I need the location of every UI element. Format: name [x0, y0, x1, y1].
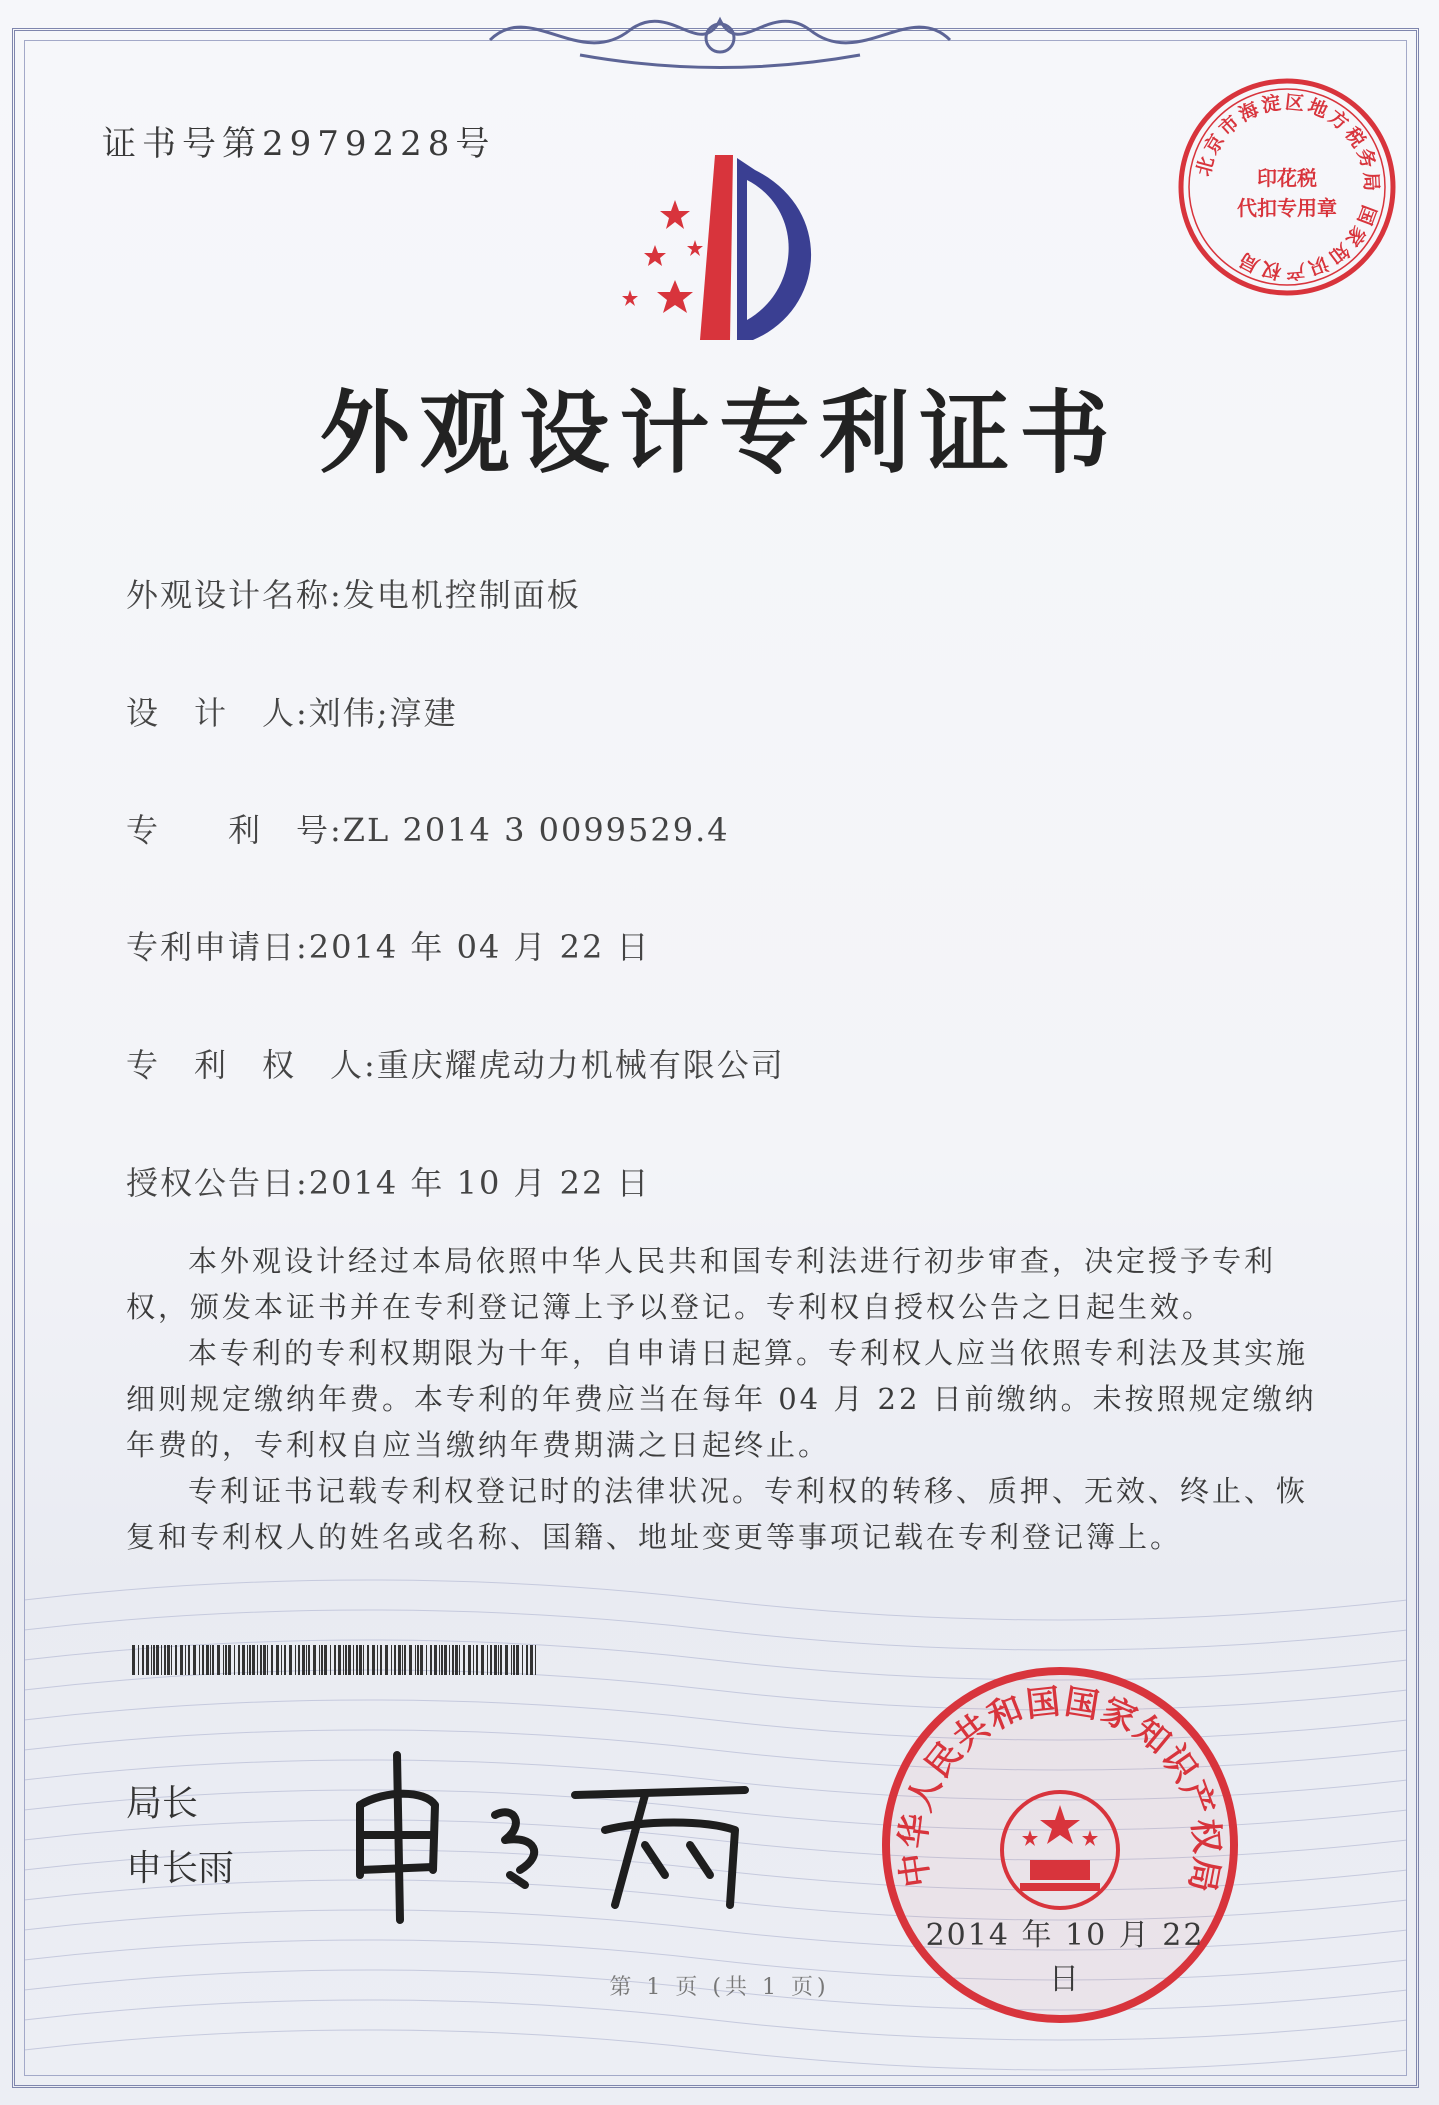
certificate-body [126, 1238, 1326, 1560]
barcode-bar [142, 1645, 144, 1675]
barcode-bar [463, 1645, 465, 1675]
barcode-bar [526, 1645, 528, 1675]
barcode-bar [415, 1645, 416, 1675]
barcode-bar [193, 1645, 196, 1675]
field-value: 发电机控制面板 [342, 576, 581, 614]
barcode-bar [356, 1645, 358, 1675]
field-value: 刘伟;淳建 [308, 694, 458, 732]
field-label: 专 利 号: [126, 811, 343, 849]
field-label: 授权公告日: [126, 1164, 309, 1202]
barcode-bar [247, 1645, 248, 1675]
field-value: 2014 年 04 月 22 日 [308, 928, 651, 966]
field-application-date [126, 922, 651, 968]
barcode-bar [372, 1645, 375, 1675]
barcode-bar [171, 1645, 172, 1675]
barcode-bar [343, 1645, 344, 1675]
field-value: ZL 2014 3 0099529.4 [342, 811, 730, 849]
barcode-bar [321, 1645, 323, 1675]
barcode-bar [417, 1645, 419, 1675]
barcode-bar [151, 1645, 152, 1675]
barcode-bar [212, 1645, 214, 1675]
field-patent-number [126, 805, 730, 851]
barcode-bar [441, 1645, 443, 1675]
barcode-bar [348, 1645, 351, 1675]
barcode-bar [505, 1645, 508, 1675]
body-paragraph: 本外观设计经过本局依照中华人民共和国专利法进行初步审查，决定授予专利权，颁发本证书并在专利登记簿上予以登记。专利权自授权公告之日起生效。 [126, 1244, 1277, 1324]
barcode-bar [306, 1645, 307, 1675]
barcode-bar [513, 1645, 515, 1675]
barcode-bar [257, 1645, 258, 1675]
barcode-bar [313, 1645, 316, 1675]
barcode-bar [175, 1645, 177, 1675]
field-label: 专 利 权 人: [126, 1046, 377, 1084]
barcode-bar [500, 1645, 502, 1675]
barcode-bar [455, 1645, 458, 1675]
field-patentee [126, 1040, 785, 1086]
body-paragraph: 本专利的专利权期限为十年，自申请日起算。专利权人应当依照专利法及其实施细则规定缴纳年费。本专利的年费应当在每年 04 月 22 日前缴纳。未按照规定缴纳年费的，专利权自应当缴纳年费期满之日起终止。 [126, 1336, 1317, 1462]
barcode-bar [210, 1645, 211, 1675]
certificate-number: 证书号第2979228号 [102, 124, 496, 164]
barcode-bar [481, 1645, 484, 1675]
director-title: 局长 [126, 1783, 199, 1824]
barcode-bar [516, 1645, 519, 1675]
barcode-bar [334, 1645, 336, 1675]
field-label: 设 计 人: [126, 694, 309, 732]
barcode-bar [385, 1645, 388, 1675]
barcode-bar [153, 1645, 155, 1675]
barcode-bar [404, 1645, 406, 1675]
body-paragraph: 专利证书记载专利权登记时的法律状况。专利权的转移、质押、无效、终止、恢复和专利权人的姓名或名称、国籍、地址变更等事项记载在专利登记簿上。 [126, 1474, 1309, 1554]
barcode-bar [434, 1645, 437, 1675]
barcode-bar [242, 1645, 245, 1675]
barcode-bar [377, 1645, 378, 1675]
barcode-bar [180, 1645, 183, 1675]
barcode-bar [398, 1645, 401, 1675]
barcode-bar [199, 1645, 200, 1675]
barcode-bar [223, 1645, 224, 1675]
barcode-bar [449, 1645, 450, 1675]
barcode-bar [252, 1645, 255, 1675]
tax-stamp-seal [1175, 75, 1400, 300]
barcode-bar [289, 1645, 292, 1675]
barcode-bar [367, 1645, 369, 1675]
barcode-bar [487, 1645, 488, 1675]
barcode-bar [217, 1645, 220, 1675]
director-signature [345, 1735, 765, 1925]
barcode-bar [430, 1645, 432, 1675]
barcode-bar [298, 1645, 300, 1675]
field-label: 专利申请日: [126, 928, 309, 966]
barcode-bar [302, 1645, 305, 1675]
barcode-bar [132, 1645, 135, 1675]
barcode-bar [468, 1645, 471, 1675]
barcode-bar [459, 1645, 460, 1675]
barcode-bar [225, 1645, 227, 1675]
barcode-bar [338, 1645, 341, 1675]
barcode-bar [452, 1645, 454, 1675]
field-value: 重庆耀虎动力机械有限公司 [376, 1046, 785, 1084]
barcode-bar [206, 1645, 209, 1675]
barcode-bar [490, 1645, 492, 1675]
tax-seal-ring-text: 北京市海淀区地方税务局 国家知识产权局 [1192, 91, 1383, 283]
tax-seal-center-line1: 印花税 [1257, 166, 1317, 190]
barcode-bar [267, 1645, 268, 1675]
barcode-bar [324, 1645, 327, 1675]
barcode-bar [164, 1645, 166, 1675]
barcode-bar [426, 1645, 427, 1675]
barcode-bar [530, 1645, 533, 1675]
barcode-bar [380, 1645, 382, 1675]
barcode-bar [359, 1645, 362, 1675]
top-ornament [470, 0, 970, 75]
barcode-bar [444, 1645, 447, 1675]
barcode-bar [476, 1645, 478, 1675]
barcode [132, 1645, 542, 1675]
barcode-bar [260, 1645, 262, 1675]
barcode-bar [391, 1645, 392, 1675]
barcode-bar [281, 1645, 282, 1675]
barcode-bar [228, 1645, 231, 1675]
barcode-bar [276, 1645, 279, 1675]
barcode-bar [409, 1645, 412, 1675]
field-value: 2014 年 10 月 22 日 [308, 1164, 651, 1202]
barcode-bar [473, 1645, 474, 1675]
barcode-bar [249, 1645, 251, 1675]
tax-seal-center-line2: 代扣专用章 [1237, 196, 1337, 220]
official-seal-ring-text: 中华人民共和国国家知识产权局 [893, 1681, 1227, 1898]
barcode-bar [394, 1645, 396, 1675]
barcode-bar [238, 1645, 240, 1675]
barcode-bar [420, 1645, 423, 1675]
barcode-bar [363, 1645, 364, 1675]
barcode-bar [263, 1645, 266, 1675]
barcode-bar [146, 1645, 149, 1675]
barcode-bar [234, 1645, 235, 1675]
barcode-bar [402, 1645, 403, 1675]
field-grant-date [126, 1158, 651, 1204]
barcode-bar [522, 1645, 523, 1675]
barcode-bar [439, 1645, 440, 1675]
barcode-bar [345, 1645, 347, 1675]
field-designer [126, 688, 458, 734]
barcode-bar [284, 1645, 286, 1675]
barcode-bar [138, 1645, 139, 1675]
certificate-title: 外观设计专利证书 [319, 380, 1120, 486]
director-name: 申长雨 [126, 1848, 235, 1889]
barcode-bar [511, 1645, 512, 1675]
barcode-bar [271, 1645, 273, 1675]
field-label: 外观设计名称: [126, 576, 343, 614]
barcode-bar [156, 1645, 159, 1675]
barcode-bar [353, 1645, 354, 1675]
barcode-bar [494, 1645, 497, 1675]
field-design-name [126, 570, 581, 616]
barcode-bar [188, 1645, 190, 1675]
page-number: 第 1 页 (共 1 页) [609, 1975, 830, 2000]
barcode-bar [498, 1645, 499, 1675]
barcode-bar [202, 1645, 204, 1675]
barcode-bar [167, 1645, 170, 1675]
barcode-bar [295, 1645, 296, 1675]
barcode-bar [161, 1645, 162, 1675]
patent-office-logo [595, 150, 855, 350]
barcode-bar [535, 1645, 536, 1675]
barcode-bar [319, 1645, 320, 1675]
barcode-bar [185, 1645, 186, 1675]
barcode-bar [308, 1645, 310, 1675]
seal-date: 2014 年 10 月 22 日 [925, 1918, 1205, 1997]
barcode-bar [330, 1645, 331, 1675]
